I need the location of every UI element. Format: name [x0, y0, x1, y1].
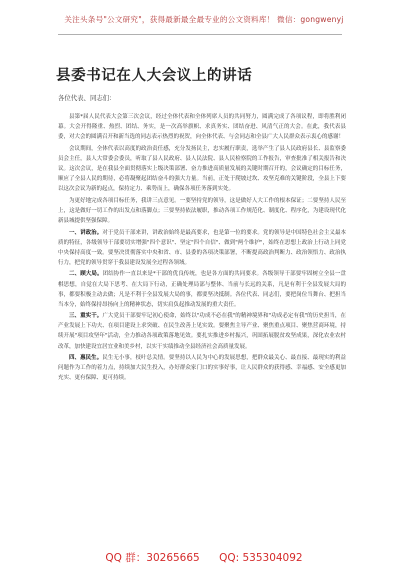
document-body [58, 112, 346, 385]
paragraph-lead: 三、重实干。 [69, 313, 103, 320]
paragraph [58, 353, 346, 383]
promo-banner: 关注头条号"公文研究"，获得最新最全最专业的公文资料库！ 微信：gongwenyj [64, 15, 344, 24]
paragraph [58, 311, 346, 351]
paragraph-text: 对于党员干部来讲，讲政治始终是最高要求，也是第一位的要求。党的领导是中国特色社会主义最本质的特征，各级领导干部要切实增强"四个意识"、坚定"四个自信"、做到"两个维护"，始终在思想上政治上行动上同党中央保持高度一致。要坚决贯彻落实中央和省、市、县委的各项决策部署，不断提高政治判断力、政治领悟力、政治执行力，把党的领导贯穿于我县建设发展全过程各领域。 [58, 229, 346, 266]
header-divider [58, 34, 342, 35]
qq-group-number: QQ 群：30265665 [105, 552, 200, 564]
paragraph [58, 144, 346, 194]
paragraph [58, 196, 346, 226]
paragraph-text: 会议期间，全体代表以高度的政治责任感，充分发扬民主，忠实履行职责，选举产生了县人民政府县长、县监察委员会主任，县人大常委会委员，听取了县人民政府、县人民法院、县人民检察院的工作报告，审查批准了相关报告和决议。这次会议，是在我县全面贯彻落实上级决策部署、奋力推进高质量发展的关键时期召开的，会议确定的目标任务，顺应了全县人民的期待，必将凝聚起团结奋斗的强大力量。当前，正处于爬坡过坎、攻坚克难的关键阶段，全县上下要以这次会议为新的起点，保持定力、乘势而上，确保各项任务落到实处。 [58, 145, 346, 193]
salutation: 各位代表、同志们： [58, 94, 116, 102]
paragraph-text: 县第*届人民代表大会第三次会议，经过全体代表和全体列席人员的共同努力，圆满完成了各项议程，即将胜利闭幕。大会开得隆重、热烈、团结、务实，是一次高举旗帜、求真务实、团结奋进、风清气正的大会。在此，我代表县委，对大会的圆满召开和新当选的同志表示热烈的祝贺，向全体代表、与会同志和全县广大人民群众表示衷心的感谢！ [58, 114, 346, 141]
paragraph [58, 269, 346, 309]
contact-footer [0, 550, 408, 565]
paragraph [58, 112, 346, 142]
paragraph-text: 广大党员干部要牢记初心使命，始终以"功成不必在我"的精神境界和"功成必定有我"的历史担当，在产业发展上下功夫、在项目建设上求突破、在民生改善上见实效。要聚焦主导产业、聚焦重点项目、聚焦营商环境，持续开展"项目攻坚年"活动，全力推动各项政策落地见效。要扎实推进乡村振兴，巩固拓展脱贫攻坚成果，深化农业农村改革，加快建设宜居宜业和美乡村，以实干实绩推动全县经济社会高质量发展。 [58, 313, 346, 350]
qq-number: QQ: 535304092 [219, 552, 303, 564]
paragraph-lead: 二、顾大局。 [69, 271, 103, 278]
paragraph-text: 为更好地完成各项目标任务，我讲三点意见。一要坚持党的领导，这是做好人大工作的根本保证；二要坚持人民至上，这是做好一切工作的出发点和落脚点；三要坚持依法履职，推动各项工作规范化、制度化、程序化，为建设现代化新县城提供坚强保障。 [58, 197, 346, 224]
document-title: 县委书记在人大会议上的讲话 [56, 68, 253, 84]
paragraph-text: 团结协作一直以来是*干部的优良传统，也是各方面的共同要求。各级领导干部要牢固树立全县一盘棋思想，自觉在大局下思考、在大局下行动，正确处理局部与整体、当前与长远的关系，凡是有利于全县发展大局的事，都要积极主动去做；凡是不利于全县发展大局的事，都要坚决抵制。各位代表、同志们，要把岗位当舞台、把担当当本分，始终保持昂扬向上的精神状态，切实肩负起推动发展的重大责任。 [58, 271, 346, 308]
paragraph-lead: 一、讲政治。 [69, 229, 103, 236]
paragraph [58, 228, 346, 268]
paragraph-text: 民生无小事，枝叶总关情。要坚持以人民为中心的发展思想，把群众最关心、最直接、最现实的利益问题作为工作的着力点，持续加大民生投入，办好群众家门口的实事好事，让人民群众的获得感、幸福感、安全感更加充实、更有保障、更可持续。 [58, 355, 346, 382]
paragraph-lead: 四、惠民生。 [69, 355, 103, 362]
